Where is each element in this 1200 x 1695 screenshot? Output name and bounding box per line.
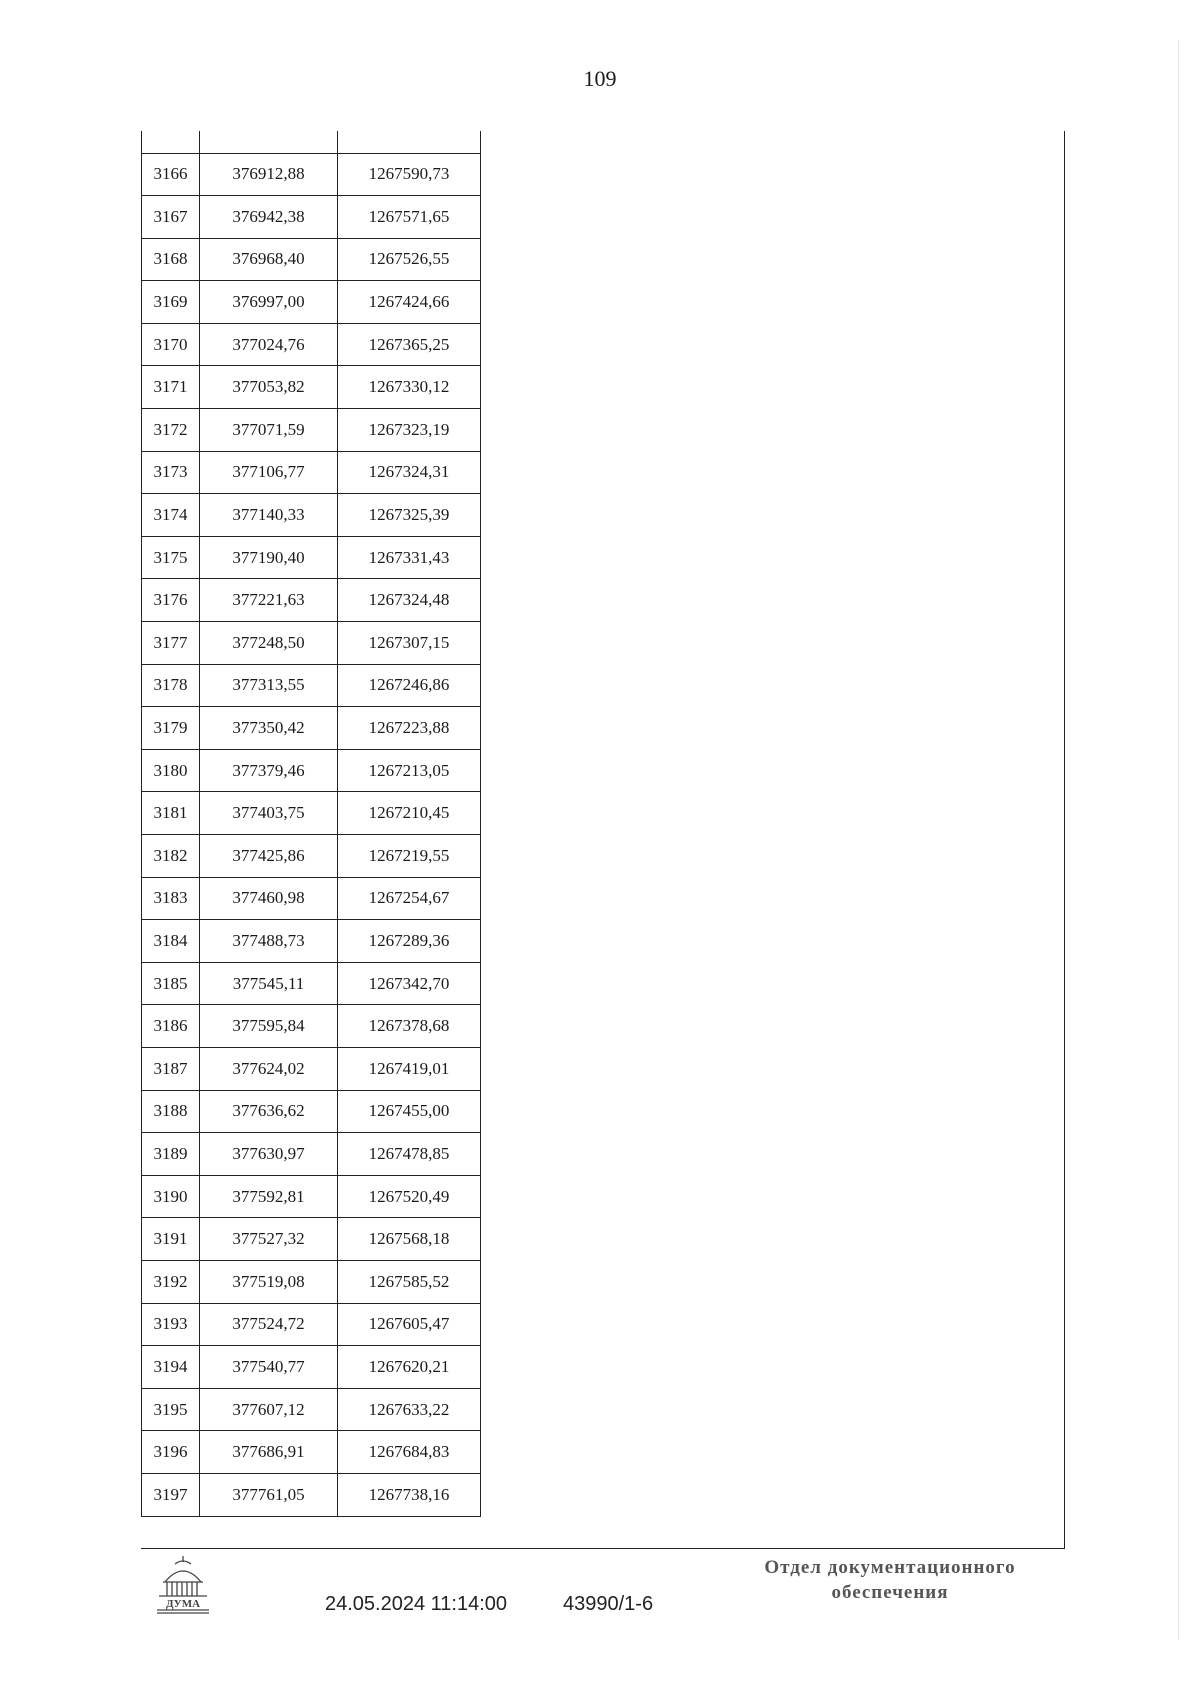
- table-row: [142, 1133, 481, 1176]
- x-coordinate-cell: 377519,08: [200, 1260, 338, 1303]
- point-number-cell: 3186: [142, 1005, 200, 1048]
- point-number-cell: 3191: [142, 1218, 200, 1261]
- y-coordinate-cell: 1267526,55: [338, 238, 481, 281]
- table-row: [142, 153, 481, 196]
- point-number-cell: 3179: [142, 707, 200, 750]
- y-coordinate-cell: 1267223,88: [338, 707, 481, 750]
- table-row: [142, 920, 481, 963]
- coordinates-table-body: [142, 131, 481, 1516]
- y-coordinate-cell: 1267585,52: [338, 1260, 481, 1303]
- point-number-cell: 3171: [142, 366, 200, 409]
- department-stamp: [725, 1555, 1055, 1605]
- point-number-cell: 3181: [142, 792, 200, 835]
- point-number-cell: 3195: [142, 1388, 200, 1431]
- point-number-cell: 3184: [142, 920, 200, 963]
- point-number-cell: 3176: [142, 579, 200, 622]
- y-coordinate-cell: 1267330,12: [338, 366, 481, 409]
- point-number-cell: 3193: [142, 1303, 200, 1346]
- table-row: [142, 1005, 481, 1048]
- table-row: [142, 622, 481, 665]
- point-number-cell: 3174: [142, 494, 200, 537]
- y-coordinate-cell: 1267254,67: [338, 877, 481, 920]
- y-coordinate-cell: 1267342,70: [338, 962, 481, 1005]
- y-coordinate-cell: 1267378,68: [338, 1005, 481, 1048]
- point-number-cell: 3188: [142, 1090, 200, 1133]
- logo-text: ДУМА: [165, 1598, 201, 1610]
- point-number-cell: 3169: [142, 281, 200, 324]
- x-coordinate-cell: 377545,11: [200, 962, 338, 1005]
- x-coordinate-cell: 377106,77: [200, 451, 338, 494]
- y-coordinate-cell: 1267365,25: [338, 323, 481, 366]
- y-coordinate-cell: 1267568,18: [338, 1218, 481, 1261]
- y-coordinate-cell: 1267520,49: [338, 1175, 481, 1218]
- table-row: [142, 1346, 481, 1389]
- y-coordinate-cell: 1267307,15: [338, 622, 481, 665]
- table-cell: [338, 131, 481, 153]
- x-coordinate-cell: 376942,38: [200, 196, 338, 239]
- table-row: [142, 749, 481, 792]
- table-row: [142, 1090, 481, 1133]
- table-row: [142, 536, 481, 579]
- point-number-cell: 3166: [142, 153, 200, 196]
- x-coordinate-cell: 377024,76: [200, 323, 338, 366]
- stamp-line-1: Отдел документационного: [764, 1557, 1016, 1578]
- page-number: 109: [583, 66, 617, 91]
- table-row: [142, 494, 481, 537]
- point-number-cell: 3178: [142, 664, 200, 707]
- table-cell: [200, 131, 338, 153]
- duma-logo-icon: [153, 1552, 213, 1616]
- x-coordinate-cell: 377488,73: [200, 920, 338, 963]
- coordinates-table: [141, 131, 481, 1517]
- y-coordinate-cell: 1267324,31: [338, 451, 481, 494]
- table-row: [142, 792, 481, 835]
- y-coordinate-cell: 1267620,21: [338, 1346, 481, 1389]
- x-coordinate-cell: 377460,98: [200, 877, 338, 920]
- x-coordinate-cell: 376997,00: [200, 281, 338, 324]
- stamp-line-2: обеспечения: [831, 1582, 949, 1603]
- x-coordinate-cell: 377636,62: [200, 1090, 338, 1133]
- point-number-cell: 3190: [142, 1175, 200, 1218]
- y-coordinate-cell: 1267324,48: [338, 579, 481, 622]
- y-coordinate-cell: 1267590,73: [338, 153, 481, 196]
- table-row: [142, 1388, 481, 1431]
- point-number-cell: 3183: [142, 877, 200, 920]
- y-coordinate-cell: 1267246,86: [338, 664, 481, 707]
- y-coordinate-cell: 1267455,00: [338, 1090, 481, 1133]
- y-coordinate-cell: 1267571,65: [338, 196, 481, 239]
- x-coordinate-cell: 377761,05: [200, 1473, 338, 1516]
- x-coordinate-cell: 377140,33: [200, 494, 338, 537]
- x-coordinate-cell: 377425,86: [200, 835, 338, 878]
- x-coordinate-cell: 377595,84: [200, 1005, 338, 1048]
- y-coordinate-cell: 1267478,85: [338, 1133, 481, 1176]
- x-coordinate-cell: 377313,55: [200, 664, 338, 707]
- table-row: [142, 1047, 481, 1090]
- table-row: [142, 1303, 481, 1346]
- point-number-cell: 3177: [142, 622, 200, 665]
- x-coordinate-cell: 377607,12: [200, 1388, 338, 1431]
- point-number-cell: 3180: [142, 749, 200, 792]
- table-row: [142, 835, 481, 878]
- x-coordinate-cell: 377221,63: [200, 579, 338, 622]
- table-row: [142, 877, 481, 920]
- y-coordinate-cell: 1267323,19: [338, 409, 481, 452]
- table-row: [142, 366, 481, 409]
- point-number-cell: 3189: [142, 1133, 200, 1176]
- table-row: [142, 962, 481, 1005]
- x-coordinate-cell: 376912,88: [200, 153, 338, 196]
- table-row: [142, 1260, 481, 1303]
- table-row: [142, 451, 481, 494]
- point-number-cell: 3172: [142, 409, 200, 452]
- x-coordinate-cell: 377592,81: [200, 1175, 338, 1218]
- y-coordinate-cell: 1267213,05: [338, 749, 481, 792]
- point-number-cell: 3197: [142, 1473, 200, 1516]
- table-row: [142, 1175, 481, 1218]
- x-coordinate-cell: 376968,40: [200, 238, 338, 281]
- point-number-cell: 3196: [142, 1431, 200, 1474]
- footer-timestamp: 24.05.2024 11:14:00: [325, 1593, 508, 1615]
- table-row: [142, 579, 481, 622]
- table-row: [142, 323, 481, 366]
- scan-edge-mark: [1178, 40, 1179, 1640]
- x-coordinate-cell: 377686,91: [200, 1431, 338, 1474]
- point-number-cell: 3187: [142, 1047, 200, 1090]
- x-coordinate-cell: 377630,97: [200, 1133, 338, 1176]
- x-coordinate-cell: 377350,42: [200, 707, 338, 750]
- x-coordinate-cell: 377524,72: [200, 1303, 338, 1346]
- table-row: [142, 409, 481, 452]
- table-row: [142, 1218, 481, 1261]
- y-coordinate-cell: 1267419,01: [338, 1047, 481, 1090]
- table-row: [142, 196, 481, 239]
- x-coordinate-cell: 377190,40: [200, 536, 338, 579]
- y-coordinate-cell: 1267424,66: [338, 281, 481, 324]
- y-coordinate-cell: 1267633,22: [338, 1388, 481, 1431]
- y-coordinate-cell: 1267738,16: [338, 1473, 481, 1516]
- table-row: [142, 1473, 481, 1516]
- table-row: [142, 281, 481, 324]
- table-row: [142, 664, 481, 707]
- point-number-cell: 3192: [142, 1260, 200, 1303]
- table-row: [142, 1431, 481, 1474]
- x-coordinate-cell: 377624,02: [200, 1047, 338, 1090]
- y-coordinate-cell: 1267210,45: [338, 792, 481, 835]
- x-coordinate-cell: 377248,50: [200, 622, 338, 665]
- y-coordinate-cell: 1267684,83: [338, 1431, 481, 1474]
- x-coordinate-cell: 377053,82: [200, 366, 338, 409]
- table-cell: [142, 131, 200, 153]
- point-number-cell: 3168: [142, 238, 200, 281]
- point-number-cell: 3173: [142, 451, 200, 494]
- x-coordinate-cell: 377403,75: [200, 792, 338, 835]
- table-row: [142, 238, 481, 281]
- point-number-cell: 3175: [142, 536, 200, 579]
- y-coordinate-cell: 1267605,47: [338, 1303, 481, 1346]
- x-coordinate-cell: 377379,46: [200, 749, 338, 792]
- point-number-cell: 3185: [142, 962, 200, 1005]
- table-continuation-row: [142, 131, 481, 153]
- y-coordinate-cell: 1267219,55: [338, 835, 481, 878]
- y-coordinate-cell: 1267325,39: [338, 494, 481, 537]
- x-coordinate-cell: 377527,32: [200, 1218, 338, 1261]
- point-number-cell: 3170: [142, 323, 200, 366]
- x-coordinate-cell: 377540,77: [200, 1346, 338, 1389]
- point-number-cell: 3194: [142, 1346, 200, 1389]
- point-number-cell: 3167: [142, 196, 200, 239]
- point-number-cell: 3182: [142, 835, 200, 878]
- y-coordinate-cell: 1267289,36: [338, 920, 481, 963]
- table-row: [142, 707, 481, 750]
- y-coordinate-cell: 1267331,43: [338, 536, 481, 579]
- x-coordinate-cell: 377071,59: [200, 409, 338, 452]
- footer-registration-number: 43990/1-6: [563, 1593, 654, 1615]
